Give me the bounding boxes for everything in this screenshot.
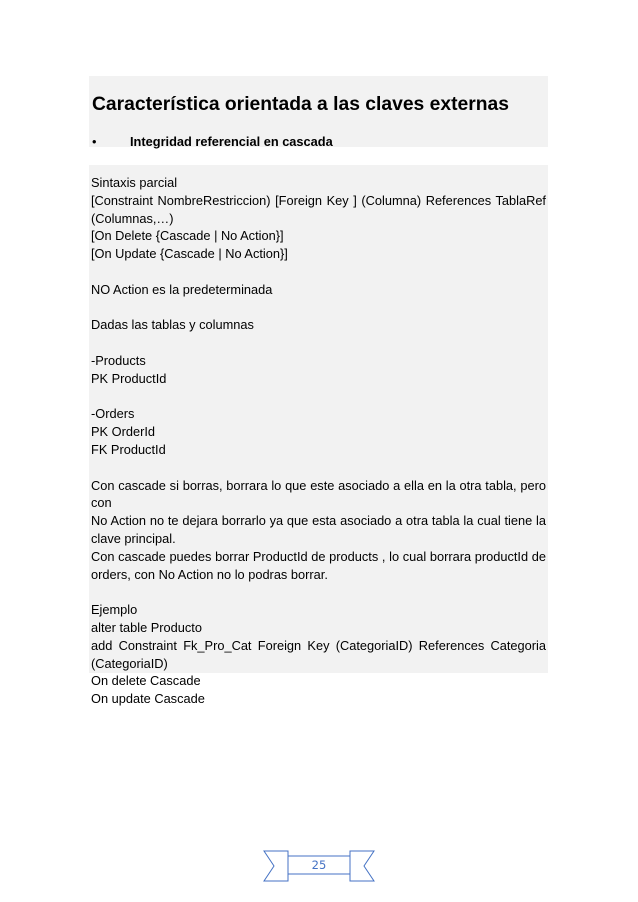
table-name: -Products bbox=[91, 352, 146, 368]
syntax-line: [On Delete {Cascade | No Action}] bbox=[91, 228, 284, 244]
table-column: PK ProductId bbox=[91, 370, 167, 386]
table-column: FK ProductId bbox=[91, 441, 166, 457]
example-line: add Constraint Fk_Pro_Cat Foreign Key (CategoriaID) References Categoria bbox=[91, 637, 546, 653]
content-block bbox=[91, 174, 546, 708]
bullet-symbol: • bbox=[92, 134, 97, 149]
explanation-line: orders, con No Action no lo podras borrar. bbox=[91, 566, 328, 582]
explanation-line: Con cascade puedes borrar ProductId de products , lo cual borrara productId de bbox=[91, 548, 546, 564]
syntax-title: Sintaxis parcial bbox=[91, 175, 178, 190]
explanation-line: Con cascade si borras, borrara lo que este asociado a ella en la otra tabla, pero con bbox=[91, 477, 546, 511]
table-column: PK OrderId bbox=[91, 424, 156, 440]
example-title: Ejemplo bbox=[91, 602, 138, 618]
syntax-line: [Constraint NombreRestriccion) [Foreign Key ] (Columna) References TablaRef bbox=[91, 192, 546, 208]
page-footer bbox=[262, 848, 376, 884]
table-name: -Orders bbox=[91, 406, 135, 422]
example-line: (CategoriaID) bbox=[91, 655, 168, 671]
bullet-text: Integridad referencial en cascada bbox=[130, 134, 333, 149]
section-heading: Característica orientada a las claves externas bbox=[92, 94, 509, 115]
explanation-line: clave principal. bbox=[91, 530, 176, 546]
syntax-line: [On Update {Cascade | No Action}] bbox=[91, 246, 288, 262]
explanation-line: No Action no te dejara borrarlo ya que esta asociado a otra tabla la cual tiene la bbox=[91, 513, 546, 529]
page-number: 25 bbox=[311, 858, 327, 872]
tables-intro: Dadas las tablas y columnas bbox=[91, 317, 254, 333]
example-line: On update Cascade bbox=[91, 691, 205, 707]
example-line: alter table Producto bbox=[91, 619, 202, 635]
default-note: NO Action es la predeterminada bbox=[91, 281, 273, 297]
example-line: On delete Cascade bbox=[91, 673, 201, 689]
syntax-line: (Columnas,…) bbox=[91, 210, 174, 226]
